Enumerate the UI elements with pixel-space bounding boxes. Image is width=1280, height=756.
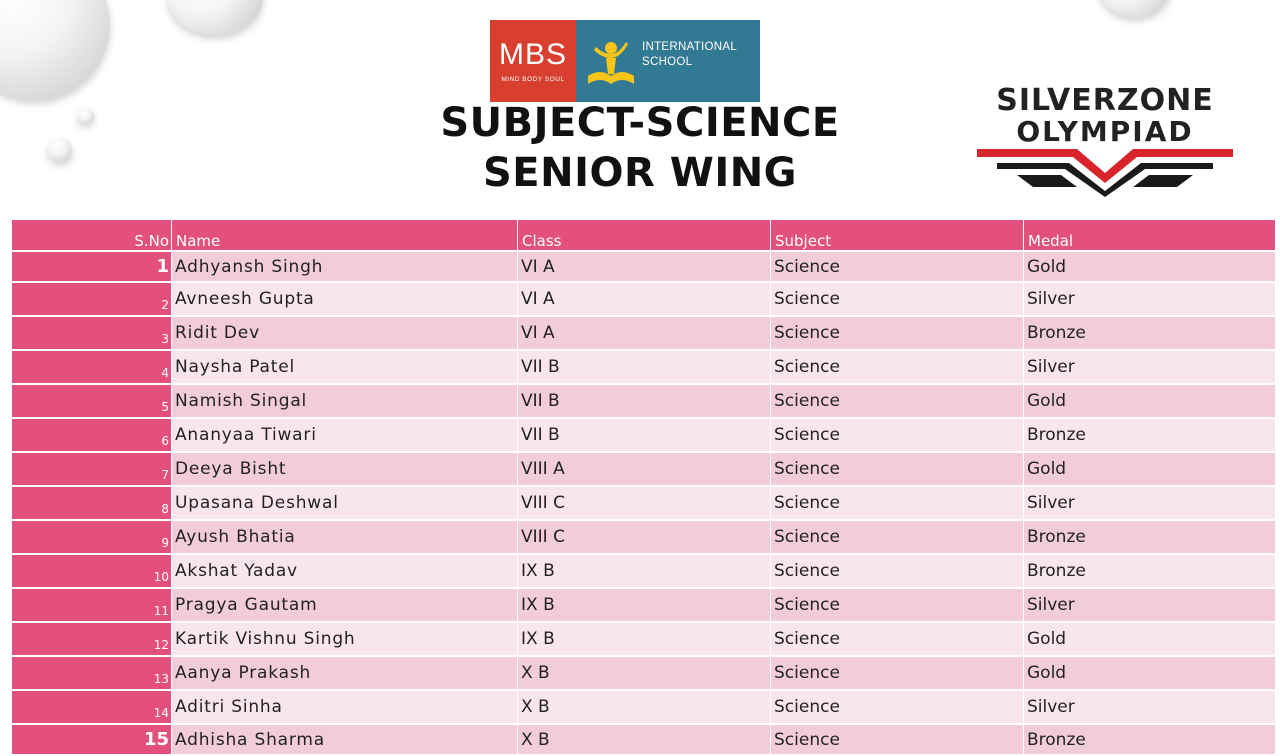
silverzone-logo-line2: OLYMPIAD [1016, 115, 1194, 148]
silverzone-olympiad-logo [955, 75, 1255, 220]
cell-sno: 15 [12, 725, 172, 754]
cell-name: Akshat Yadav [172, 555, 518, 587]
mbs-school-logo [490, 20, 760, 102]
cell-medal: Bronze [1024, 725, 1276, 754]
cell-medal: Bronze [1024, 317, 1276, 349]
mbs-logo-tagline: MIND BODY SOUL [501, 75, 565, 83]
water-drop-decoration [0, 0, 110, 100]
cell-medal: Bronze [1024, 419, 1276, 451]
cell-class: IX B [518, 589, 771, 621]
cell-class: VII B [518, 351, 771, 383]
table-row [12, 252, 1276, 281]
cell-sno: 9 [12, 521, 172, 553]
mbs-logo-red-block [490, 20, 576, 102]
cell-medal: Silver [1024, 487, 1276, 519]
water-drop-decoration [1100, 0, 1170, 17]
table-row [12, 589, 1276, 621]
table-row [12, 623, 1276, 655]
cell-name: Kartik Vishnu Singh [172, 623, 518, 655]
column-header-medal: Medal [1024, 220, 1276, 250]
student-book-icon [582, 34, 640, 92]
cell-class: X B [518, 725, 771, 754]
table-header-row [12, 220, 1276, 250]
page-title: SUBJECT-SCIENCE [440, 100, 840, 146]
cell-name: Naysha Patel [172, 351, 518, 383]
cell-sno: 13 [12, 657, 172, 689]
cell-subject: Science [771, 351, 1024, 383]
silverzone-chevron-icon [977, 147, 1233, 197]
cell-sno: 6 [12, 419, 172, 451]
water-drop-decoration [168, 0, 263, 35]
cell-class: VI A [518, 317, 771, 349]
cell-subject: Science [771, 453, 1024, 485]
cell-name: Ayush Bhatia [172, 521, 518, 553]
cell-class: IX B [518, 623, 771, 655]
cell-subject: Science [771, 283, 1024, 315]
cell-name: Aditri Sinha [172, 691, 518, 723]
cell-name: Namish Singal [172, 385, 518, 417]
cell-sno: 2 [12, 283, 172, 315]
cell-name: Ridit Dev [172, 317, 518, 349]
cell-subject: Science [771, 252, 1024, 281]
results-table [12, 218, 1276, 756]
cell-medal: Bronze [1024, 521, 1276, 553]
cell-class: IX B [518, 555, 771, 587]
cell-name: Deeya Bisht [172, 453, 518, 485]
cell-class: X B [518, 657, 771, 689]
cell-medal: Bronze [1024, 555, 1276, 587]
cell-sno: 3 [12, 317, 172, 349]
table-row [12, 351, 1276, 383]
table-row [12, 725, 1276, 754]
cell-sno: 8 [12, 487, 172, 519]
cell-medal: Gold [1024, 657, 1276, 689]
table-row [12, 691, 1276, 723]
cell-subject: Science [771, 487, 1024, 519]
cell-medal: Silver [1024, 283, 1276, 315]
column-header-name: Name [172, 220, 518, 250]
school-name-line2: SCHOOL [642, 56, 693, 68]
cell-class: VI A [518, 283, 771, 315]
cell-subject: Science [771, 555, 1024, 587]
cell-subject: Science [771, 385, 1024, 417]
cell-name: Ananyaa Tiwari [172, 419, 518, 451]
cell-sno: 12 [12, 623, 172, 655]
cell-medal: Gold [1024, 623, 1276, 655]
cell-subject: Science [771, 725, 1024, 754]
cell-class: VIII C [518, 487, 771, 519]
cell-class: X B [518, 691, 771, 723]
cell-sno: 5 [12, 385, 172, 417]
table-row [12, 385, 1276, 417]
table-row [12, 283, 1276, 315]
cell-medal: Silver [1024, 351, 1276, 383]
cell-name: Pragya Gautam [172, 589, 518, 621]
cell-name: Upasana Deshwal [172, 487, 518, 519]
cell-subject: Science [771, 317, 1024, 349]
table-row [12, 419, 1276, 451]
cell-subject: Science [771, 623, 1024, 655]
cell-class: VII B [518, 419, 771, 451]
table-row [12, 317, 1276, 349]
table-row [12, 487, 1276, 519]
cell-medal: Gold [1024, 453, 1276, 485]
cell-medal: Silver [1024, 589, 1276, 621]
column-header-sno: S.No [12, 220, 172, 250]
table-row [12, 555, 1276, 587]
cell-sno: 14 [12, 691, 172, 723]
cell-sno: 4 [12, 351, 172, 383]
cell-subject: Science [771, 419, 1024, 451]
cell-class: VII B [518, 385, 771, 417]
mbs-logo-letters: MBS [498, 37, 567, 71]
cell-sno: 10 [12, 555, 172, 587]
cell-name: Adhisha Sharma [172, 725, 518, 754]
cell-name: Avneesh Gupta [172, 283, 518, 315]
cell-sno: 1 [12, 252, 172, 281]
cell-class: VIII C [518, 521, 771, 553]
column-header-subject: Subject [771, 220, 1024, 250]
table-row [12, 453, 1276, 485]
cell-subject: Science [771, 521, 1024, 553]
cell-subject: Science [771, 657, 1024, 689]
cell-class: VI A [518, 252, 771, 281]
cell-subject: Science [771, 691, 1024, 723]
cell-name: Aanya Prakash [172, 657, 518, 689]
cell-medal: Silver [1024, 691, 1276, 723]
cell-subject: Science [771, 589, 1024, 621]
school-name [642, 40, 737, 70]
table-row [12, 521, 1276, 553]
table-row [12, 657, 1276, 689]
cell-sno: 11 [12, 589, 172, 621]
cell-medal: Gold [1024, 252, 1276, 281]
cell-sno: 7 [12, 453, 172, 485]
cell-medal: Gold [1024, 385, 1276, 417]
cell-name: Adhyansh Singh [172, 252, 518, 281]
page-subtitle: SENIOR WING [482, 150, 798, 196]
cell-class: VIII A [518, 453, 771, 485]
school-name-line1: INTERNATIONAL [642, 41, 738, 53]
silverzone-logo-line1: SILVERZONE [996, 83, 1214, 118]
mbs-logo-blue-block [576, 20, 760, 102]
column-header-class: Class [518, 220, 771, 250]
